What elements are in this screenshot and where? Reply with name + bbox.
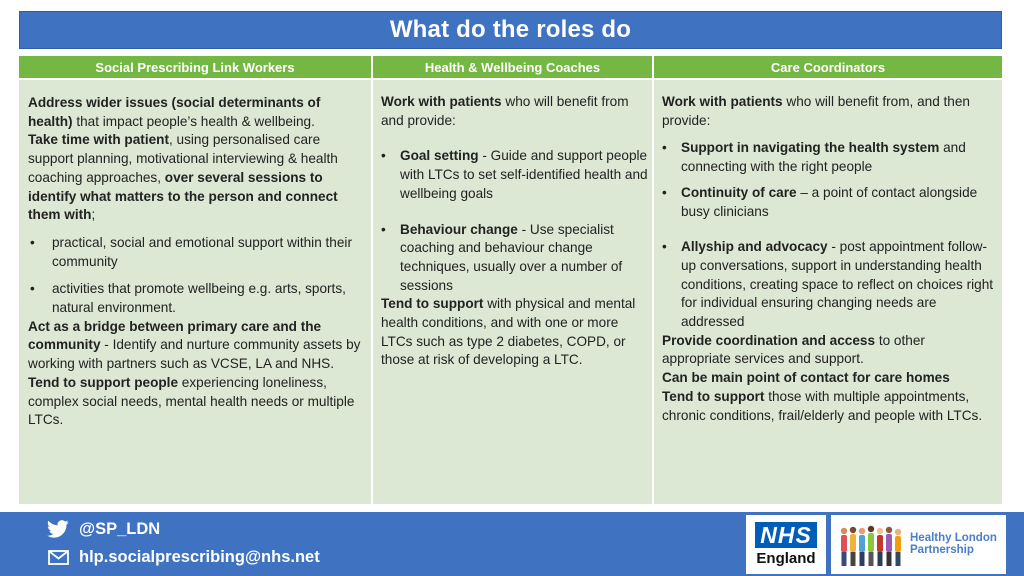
list-item-text: - Use specialist coaching and behaviour change techniques, usually over a number of sessions (400, 221, 623, 293)
page-title: What do the roles do (389, 16, 632, 43)
emphasis: Tend to support (662, 388, 765, 404)
hlp-line-1: Healthy London (910, 532, 997, 544)
wider-issues-paragraph (28, 94, 363, 131)
tend-to-support-paragraph (662, 388, 994, 425)
nhs-england-label: England (756, 550, 816, 567)
coaching-list (381, 147, 648, 295)
emphasis: Continuity of care (681, 184, 797, 200)
emphasis: Behaviour change (400, 221, 518, 237)
list-item-text: - post appointment follow-up conversations, support in understanding health conditions, creating space to reflect on choices right for individual ensuring changing needs are addressed (681, 239, 994, 330)
email-address[interactable]: hlp.socialprescribing@nhs.net (79, 547, 320, 566)
support-list (28, 234, 363, 318)
work-with-patients-paragraph (381, 93, 648, 130)
list-item (662, 184, 994, 221)
emphasis: Allyship and advocacy (681, 239, 828, 255)
coordination-list (662, 139, 994, 331)
list-item-text: - Guide and support people with LTCs to set self-identified health and wellbeing goals (400, 148, 648, 201)
twitter-handle[interactable]: @SP_LDN (79, 519, 161, 538)
bullet: • (30, 281, 35, 297)
healthy-london-partnership-logo (831, 515, 1006, 574)
list-item (381, 147, 648, 203)
twitter-bird-icon (46, 518, 70, 540)
link-workers-cell (19, 80, 371, 504)
text: , using personalised care support planning, motivational interviewing & health coaching approaches, (28, 132, 338, 185)
list-item (28, 280, 363, 317)
column-header-link-workers: Social Prescribing Link Workers (19, 56, 371, 78)
emphasis: Work with patients (662, 94, 783, 109)
nhs-badge: NHS (755, 522, 817, 548)
list-item (381, 221, 648, 296)
hlp-line-2: Partnership (910, 544, 974, 556)
bullet: • (662, 140, 667, 156)
text: experiencing loneliness, complex social needs, mental health needs or multiple LTCs. (28, 374, 355, 428)
text: ; (91, 207, 96, 223)
care-coordinators-cell (654, 80, 1002, 504)
list-item-text: – a point of contact alongside busy clinicians (681, 184, 978, 219)
title-bar (19, 11, 1002, 49)
coordination-paragraph (662, 332, 994, 369)
emphasis: Act as a bridge between primary care and the community (28, 318, 322, 353)
list-item (662, 238, 994, 332)
nhs-england-logo (746, 515, 826, 574)
envelope-icon (46, 546, 70, 568)
emphasis: Can be main point of contact for care homes (662, 370, 950, 386)
take-time-paragraph (28, 131, 363, 225)
list-item (28, 234, 363, 271)
text: who will benefit from, and then provide: (662, 94, 970, 128)
emphasis: over several sessions to identify what matters to the person and connect them with (28, 169, 338, 223)
tend-to-support-paragraph (28, 374, 363, 430)
bullet: • (381, 221, 386, 237)
text: that impact people’s health & wellbeing. (72, 113, 315, 129)
email-row[interactable] (46, 546, 320, 568)
bridge-paragraph (28, 318, 363, 374)
text: those with multiple appointments, chronic conditions, frail/elderly and people with LTCs. (662, 388, 983, 423)
health-coaches-cell (373, 80, 652, 504)
roles-table (19, 56, 1002, 504)
column-header-care-coordinators: Care Coordinators (654, 56, 1002, 78)
bullet: • (662, 239, 667, 255)
work-with-patients-paragraph (662, 93, 994, 130)
text: with physical and mental health conditions, and with one or more LTCs such as type 2 diabetes, COPD, or those at risk of developing a LTC. (381, 296, 636, 368)
text: who will benefit from and provide: (381, 94, 629, 128)
bullet: • (381, 148, 386, 164)
list-item-text: practical, social and emotional support within their community (52, 234, 352, 269)
column-header-health-coaches: Health & Wellbeing Coaches (373, 56, 652, 78)
emphasis: Tend to support people (28, 374, 179, 390)
text: - Identify and nurture community assets by working with partners such as VCSE, LA and NHS. (28, 337, 361, 372)
tend-to-support-paragraph (381, 295, 648, 370)
hlp-wordmark (910, 532, 997, 556)
emphasis: Take time with patient (28, 132, 169, 148)
twitter-row[interactable] (46, 518, 160, 540)
emphasis: Work with patients (381, 94, 502, 109)
text: to other appropriate services and support. (662, 332, 925, 367)
list-item-text: activities that promote wellbeing e.g. arts, sports, natural environment. (52, 281, 346, 316)
emphasis: Tend to support (381, 296, 484, 312)
bullet: • (30, 234, 35, 250)
emphasis: Goal setting (400, 148, 479, 164)
people-group-icon (837, 521, 907, 569)
care-homes-paragraph (662, 369, 994, 388)
bullet: • (662, 184, 667, 200)
list-item-text: and connecting with the right people (681, 140, 966, 175)
emphasis: Provide coordination and access (662, 332, 876, 348)
list-item (662, 139, 994, 176)
emphasis: Support in navigating the health system (681, 140, 940, 156)
emphasis: Address wider issues (social determinants of health) (28, 95, 321, 129)
